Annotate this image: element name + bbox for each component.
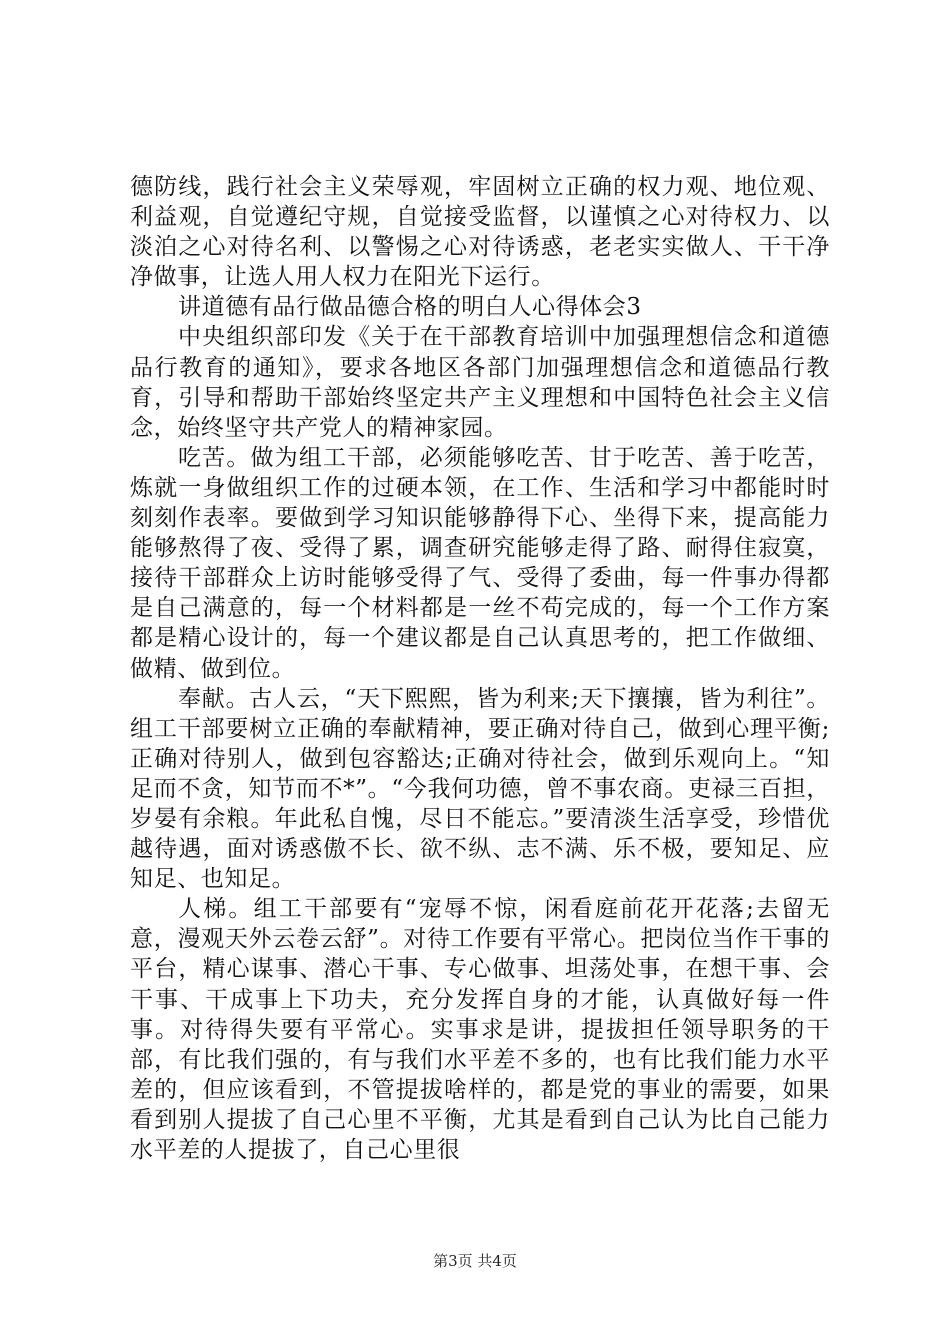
paragraph-notice: 中央组织部印发《关于在干部教育培训中加强理想信念和道德品行教育的通知》，要求各地区各部门加强理想信念和道德品行教育，引导和帮助干部始终坚定共产主义理想和中国特色社会主义信念，始终坚守共产党人的精神家园。 bbox=[130, 324, 830, 441]
paragraph-dedication: 奉献。古人云，“天下熙熙，皆为利来;天下攘攘，皆为利往”。组工干部要树立正确的奉献精神，要正确对待自己，做到心理平衡;正确对待别人，做到包容豁达;正确对待社会，做到乐观向上。“知足而不贪，知节而不*”。“今我何功德，曾不事农商。吏禄三百担，岁晏有余粮。年此私自愧，尽日不能忘。”要清淡生活享受，珍惜优越待遇，面对诱惑傲不长、欲不纵、志不满、乐不极，要知足、应知足、也知足。 bbox=[130, 685, 830, 893]
paragraph-hardship: 吃苦。做为组工干部，必须能够吃苦、甘于吃苦、善于吃苦，炼就一身做组织工作的过硬本领，在工作、生活和学习中都能时时刻刻作表率。要做到学习知识能够静得下心、坐得下来，提高能力能够熬得了夜、受得了累，调查研究能够走得了路、耐得住寂寞，接待干部群众上访时能够受得了气、受得了委曲，每一件事办得都是自己满意的，每一个材料都是一丝不苟完成的，每一个工作方案都是精心设计的，每一个建议都是自己认真思考的，把工作做细、做精、做到位。 bbox=[130, 444, 830, 682]
section-heading: 讲道德有品行做品德合格的明白人心得体会3 bbox=[178, 294, 642, 321]
page-number-footer: 第3页 共4页 bbox=[433, 1252, 517, 1270]
paragraph-ladder: 人梯。组工干部要有“宠辱不惊，闲看庭前花开花落;去留无意，漫观天外云卷云舒”。对待工作要有平常心。把岗位当作干事的平台，精心谋事、潜心干事、专心做事、坦荡处事，在想干事、会干事、干成事上下功夫，充分发挥自身的才能，认真做好每一件事。对待得失要有平常心。实事求是讲，提拔担任领导职务的干部，有比我们强的，有与我们水平差不多的，也有比我们能力水平差的，但应该看到，不管提拔啥样的，都是党的事业的需要，如果看到别人提拔了自己心里不平衡，尤其是看到自己认为比自己能力水平差的人提拔了，自己心里很 bbox=[130, 896, 830, 1163]
paragraph-continuation: 德防线，践行社会主义荣辱观，牢固树立正确的权力观、地位观、利益观，自觉遵纪守规，自觉接受监督，以谨慎之心对待权力、以淡泊之心对待名利、以警惕之心对待诱惑，老老实实做人、干干净净做事，让选人用人权力在阳光下运行。 bbox=[130, 174, 830, 291]
document-body bbox=[130, 172, 830, 1165]
